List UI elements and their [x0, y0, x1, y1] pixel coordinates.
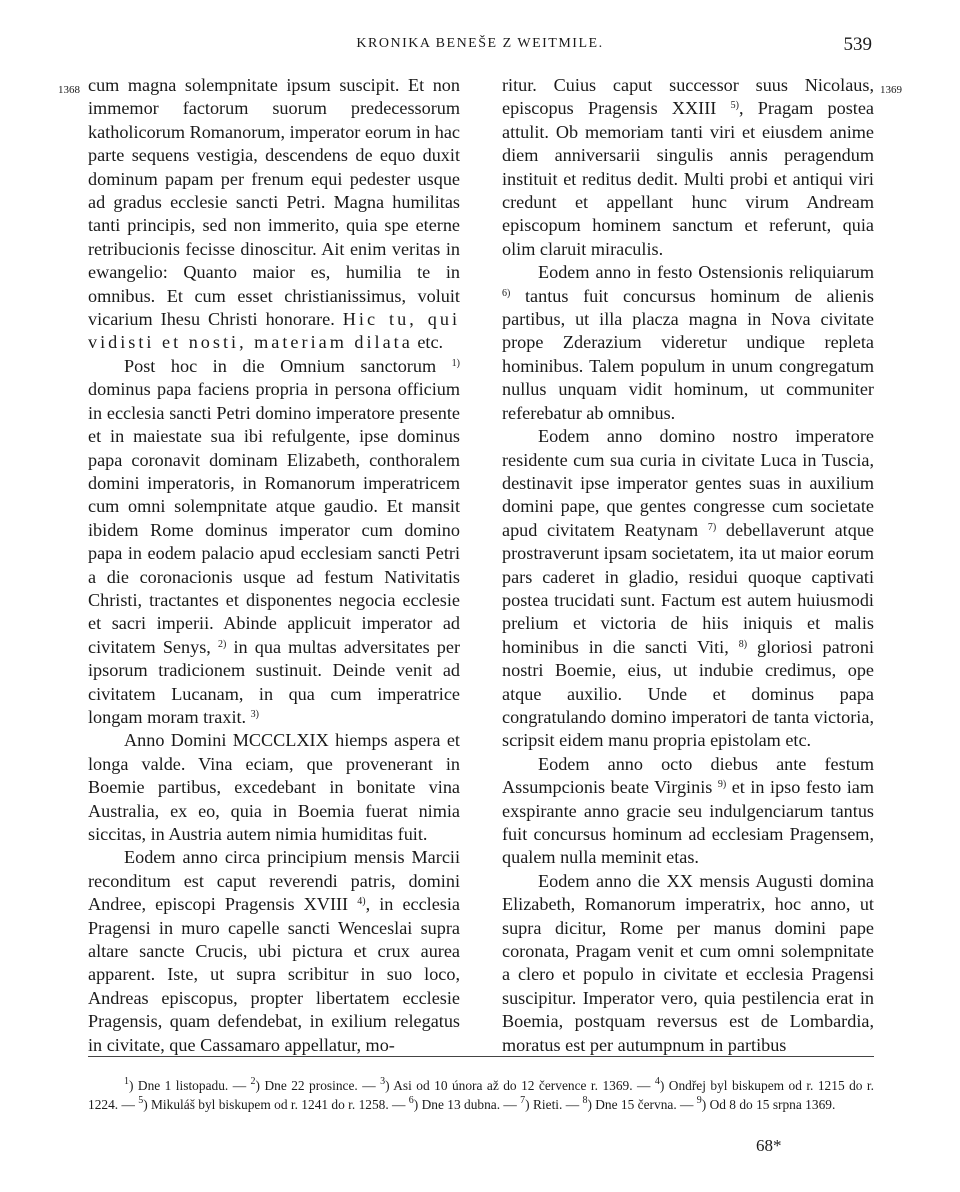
- margin-year-right: 1369: [880, 84, 902, 96]
- text-run: in qua multas adversitates per ipsorum tradicionem sustinuit. Deinde venit ad civitatem Lucanam, in qua cum imperatrice longam moram traxit.: [88, 636, 461, 727]
- paragraph: [502, 425, 874, 753]
- left-column: [88, 74, 460, 1057]
- footnote-mark: 5: [138, 1095, 144, 1106]
- paragraph: [502, 753, 874, 870]
- footnote-mark: 9: [696, 1095, 702, 1106]
- text-run: dominus papa faciens propria in persona officium in ecclesia sancti Petri domino imperatore presente et in maiestate sua ibi refulgente, ipse dominus papa coronavit dominam Elizabeth, conthoralem domini imperatoris, in Romanorum imperatricem cum omni solempnitate atque gaudio. Et mansit ibidem Rome dominus imperator cum domino papa in eodem palacio apud ecclesiam sancti Petri a die coronacionis usque ad festum Nativitatis Christi, tractantes et disponentes negocia ecclesie et sacri imperii. Abinde applicuit imperator ad civitatem Senys,: [88, 379, 460, 657]
- footnotes: [88, 1076, 874, 1114]
- footnote-text: ) Dne 15 června. —: [587, 1097, 697, 1112]
- footnote-divider: [88, 1056, 874, 1057]
- text-run: Post hoc in die Omnium sanctorum: [124, 355, 437, 376]
- footnote-mark: 7: [520, 1095, 526, 1106]
- paragraph: Anno Domini MCCCLXIX hiemps aspera et longa valde. Vina eciam, que provenerant in Boemie partibus, excedebant in bonitate vina Australia, ex eo, quia in Boemia fuerat nimia siccitas, in Austria autem nimia humiditas fuit.: [88, 730, 460, 844]
- footnote-ref: 5): [730, 100, 739, 112]
- footnote-ref: 9): [717, 779, 727, 791]
- footnote-text: ) Dne 22 prosince. —: [255, 1078, 381, 1093]
- footnote-text: ) Rieti. —: [525, 1097, 583, 1112]
- text-run: cum magna solempnitate ipsum suscipit. Et non immemor factorum suorum predecessorum katholicorum Romanorum, imperator eorum in hac parte sequens vestigia, descendens de equo duxit dominum papam per frenum equi pedester usque ad gradus ecclesie sancti Petri. Magna humilitas tanti principis, sed non immerito, quia spe eterne retribucionis fecisse dinoscitur. Ait enim veritas in ewangelio: Quanto maior es, humilia te in omnibus. Et cum esset christianissimus, voluit vicarium Ihesu Christi honorare.: [88, 75, 460, 330]
- text-run: , in ecclesia Pragensi in muro capelle sancti Wenceslai supra altare sancte Crucis, ubi pictura et crux aurea apparent. Iste, ut supra scribitur in suo loco, Andreas episcopus, propter libertatem ecclesie Pragensis, quam defendebat, in exilium relegatus in civitate, que Cassamaro appellatur, mo-: [88, 894, 460, 1055]
- paragraph: [502, 261, 874, 425]
- page-header: [0, 36, 960, 60]
- text-run: Eodem anno octo diebus ante festum Assumpcionis beate Virginis: [502, 753, 874, 798]
- right-column: [502, 74, 874, 1057]
- footnote-mark: 3: [380, 1076, 386, 1087]
- footnote-ref: 4): [357, 896, 366, 908]
- spaced-text: Hic tu, qui vidisti et nosti, materiam dilata: [88, 309, 460, 353]
- paragraph: [88, 846, 460, 1057]
- footnote-text: ) Dne 13 dubna. —: [413, 1097, 521, 1112]
- footnote-ref: 7): [707, 521, 717, 533]
- footnote-text: ) Dne 1 listopadu. —: [129, 1078, 251, 1093]
- text-run: gloriosi patroni nostri Boemie, eius, ut indubie credimus, ope atque auxilio. Unde et dominus papa congratulando domino imperatori de tanta victoria, scripsit eidem manu propria epistolam etc.: [502, 636, 874, 751]
- text-run: Eodem anno domino nostro imperatore residente cum sua curia in civitate Luca in Tuscia, destinavit ipse imperator gentes suas in auxilium domini pape, que gentes congresse cum societate apud civitatem Reatynam: [502, 426, 874, 540]
- text-run: Eodem anno in festo Ostensionis reliquiarum: [538, 262, 874, 283]
- footnote-mark: 1: [124, 1076, 129, 1087]
- footnote-block: [88, 1076, 874, 1114]
- paragraph: Eodem anno die XX mensis Augusti domina Elizabeth, Romanorum imperatrix, hoc anno, ut supra dicitur, Rome per manus domini pape coronata, Pragam venit et cum omni solempnitate a clero et populo in civitate et ecclesia Pragensi suscipitur. Imperator vero, quia pestilencia erat in Boemia, postquam reversus est de Lombardia, moratus est per autumpnum in partibus: [502, 870, 874, 1055]
- footnote-mark: 4: [654, 1076, 660, 1087]
- footnote-text: ) Mikuláš byl biskupem od r. 1241 do r. 1258. —: [143, 1097, 409, 1112]
- text-run: Eodem anno circa principium mensis Marcii reconditum est caput reverendi patris, domini Andree, episcopi Pragensis XVIII: [88, 847, 460, 915]
- paragraph: [502, 74, 874, 261]
- footnote-text: ) Asi od 10 února až do 12 července r. 1369. —: [385, 1078, 655, 1093]
- paragraph: [88, 74, 460, 355]
- text-run: debellaverunt atque prostraverunt ipsam societatem, ita ut maior eorum pars caderet in gladio, residui quoque captivati postea trucidati sunt. Factum est autem huiusmodi prelium et victoria de hiis iniquis et malis hominibus in die sancti Viti,: [502, 519, 874, 657]
- footnote-ref: 3): [250, 708, 259, 720]
- footnote-mark: 2: [250, 1076, 256, 1087]
- text-run: et in ipso festo iam exspirante anno gracie seu indulgenciarum tantus fuit concursus hominum ad ecclesiam Pragensem, qualem nulla meminit etas.: [502, 777, 874, 868]
- running-title: KRONIKA BENEŠE Z WEITMILE.: [356, 36, 604, 51]
- footnote-mark: 8: [582, 1095, 588, 1106]
- margin-year-left: 1368: [58, 84, 80, 96]
- paragraph: [88, 355, 460, 730]
- page-number: 539: [843, 34, 872, 55]
- signature-mark: 68*: [756, 1136, 782, 1155]
- footnote-ref: 2): [217, 638, 227, 650]
- text-run: etc.: [417, 332, 444, 353]
- footnote-ref: 8): [738, 638, 748, 650]
- text-run: ritur. Cuius caput successor suus Nicolaus, episcopus Pragensis XXIII: [502, 75, 874, 119]
- footnote-text: ) Ondřej byl biskupem od r. 1215 do r. 1224. —: [88, 1078, 874, 1112]
- footnote-text: ) Od 8 do 15 srpna 1369.: [701, 1097, 836, 1112]
- footnote-ref: 6): [502, 287, 511, 299]
- footnote-mark: 6: [408, 1095, 414, 1106]
- footnote-ref: 1): [451, 357, 460, 369]
- text-run: , Pragam postea attulit. Ob memoriam tanti viri et eiusdem anime diem anniversarii singulis annis peragendum instituit et reditus dedit. Multi probi et antiqui viri credunt et appellant hunc virum Andream episcopum hominem sanctum et referunt, quia olim claruit miraculis.: [502, 98, 874, 259]
- text-run: tantus fuit concursus hominum de alienis partibus, ut illa placza magna in Nova civitate prope Zderazium videretur undique repleta hominibus. Talem populum in unum congregatum nullus unquam vidit hominum, ut communiter referebatur ab omnibus.: [502, 285, 875, 423]
